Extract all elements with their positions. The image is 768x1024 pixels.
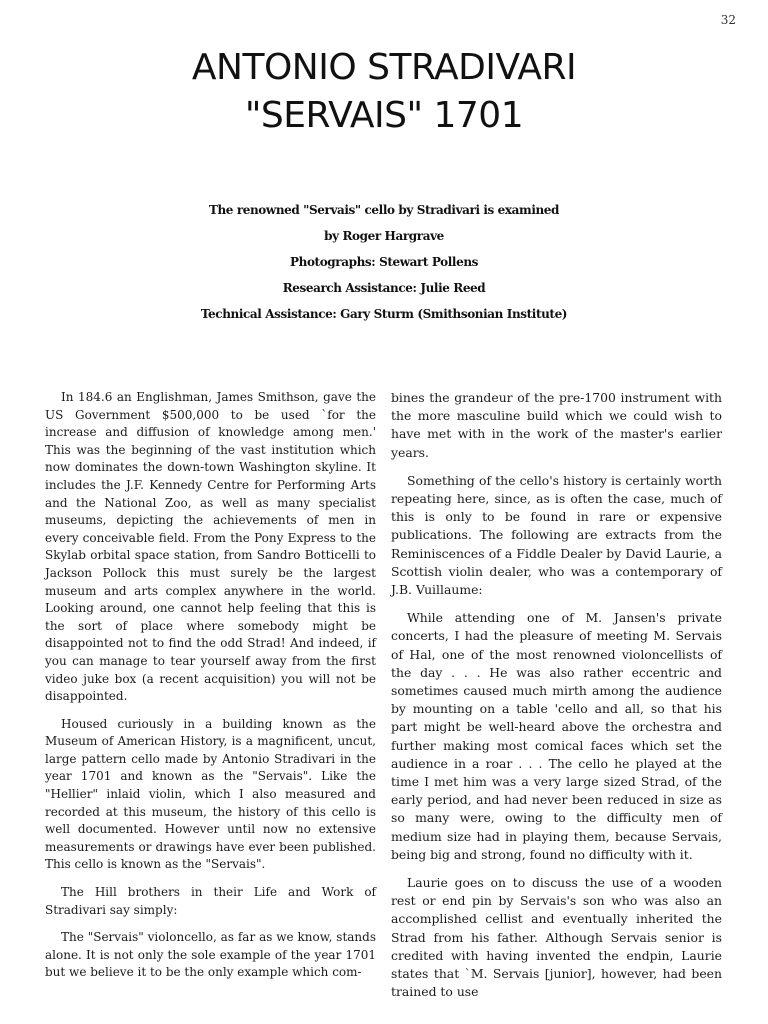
paragraph: The Hill brothers in their Life and Work of Stradivari say simply: [45,885,376,917]
article-credits [0,197,768,327]
research-credit: Research Assistance: Julie Reed [282,281,486,295]
paragraph: In 184.6 an Englishman, James Smithson, gave the US Government $500,000 to be used `for the increase and diffusion of knowledge among men.' This was the beginning of the vast institution which now dominates the down-town Washington skyline. It includes the J.F. Kennedy Centre for Performing Arts and the National Zoo, as well as many specialist museums, depicting the achievements of men in every conceivable field. From the Pony Express to the Skylab orbital space station, from Sandro Botticelli to Jackson Pollock this must surely be the largest museum and arts complex anywhere in the world. Looking around, one cannot help feeling that this is the sort of place where somebody might be disappointed not to find the odd Strad! And indeed, if you can manage to tear yourself away from the first video juke box (a recent acquisition) you will not be disappointed. [45,390,376,704]
quote-paragraph: The "Servais" violoncello, as far as we know, stands alone. It is not only the sole example of the year 1701 but we believe it to be the only example which com- [45,930,376,980]
article-title [0,44,768,140]
author-credit: by Roger Hargrave [324,229,444,243]
paragraph: Housed curiously in a building known as the Museum of American History, is a magnificent, uncut, large pattern cello made by Antonio Stradivari in the year 1701 and known as the "Servais". Like the "Hellier" inlaid violin, which I also measured and recorded at this museum, the history of this cello is well documented. However until now no extensive measurements or drawings have ever been published. This cello is known as the "Servais". [45,716,376,872]
technical-credit: Technical Assistance: Gary Sturm (Smithsonian Institute) [200,307,568,321]
title-line-2: "SERVAIS" 1701 [244,95,524,136]
photographs-credit: Photographs: Stewart Pollens [290,255,478,269]
subtitle: The renowned "Servais" cello by Stradivari is examined [208,203,560,217]
paragraph: Laurie goes on to discuss the use of a wooden rest or end pin by Servais's son who was also an accomplished cellist and eventually inherited the Strad from his father. Although Servais senior is credited with having invented the endpin, Laurie states that `M. Servais [junior], however, had been trained to use [391,875,722,1000]
quote-paragraph: While attending one of M. Jansen's private concerts, I had the pleasure of meeting M. Servais of Hal, one of the most renowned violoncellists of the day . . . He was also rather eccentric and sometimes caused much mirth among the audience by mounting on a table 'cello and all, so that his part might be well-heard above the orchestra and further making most comical faces which set the audience in a roar . . . The cello he played at the time I met him was a very large sized Strad, of the early period, and had never been reduced in size as so many were, owing to the difficulty men of medium size had in playing them, because Servais, being big and strong, found no difficulty with it. [391,610,722,862]
right-column [391,389,722,1012]
paragraph-continued: bines the grandeur of the pre-1700 instrument with the more masculine build which we could wish to have met with in the work of the master's earlier years. [391,390,722,460]
left-column [45,389,376,992]
paragraph: Something of the cello's history is certainly worth repeating here, since, as is often the case, much of this is only to be found in rare or expensive publications. The following are extracts from the Reminiscences of a Fiddle Dealer by David Laurie, a Scottish violin dealer, who was a contemporary of J.B. Vuillaume: [391,472,722,598]
page-number: 32 [720,13,736,27]
title-line-1: ANTONIO STRADIVARI [191,47,577,88]
